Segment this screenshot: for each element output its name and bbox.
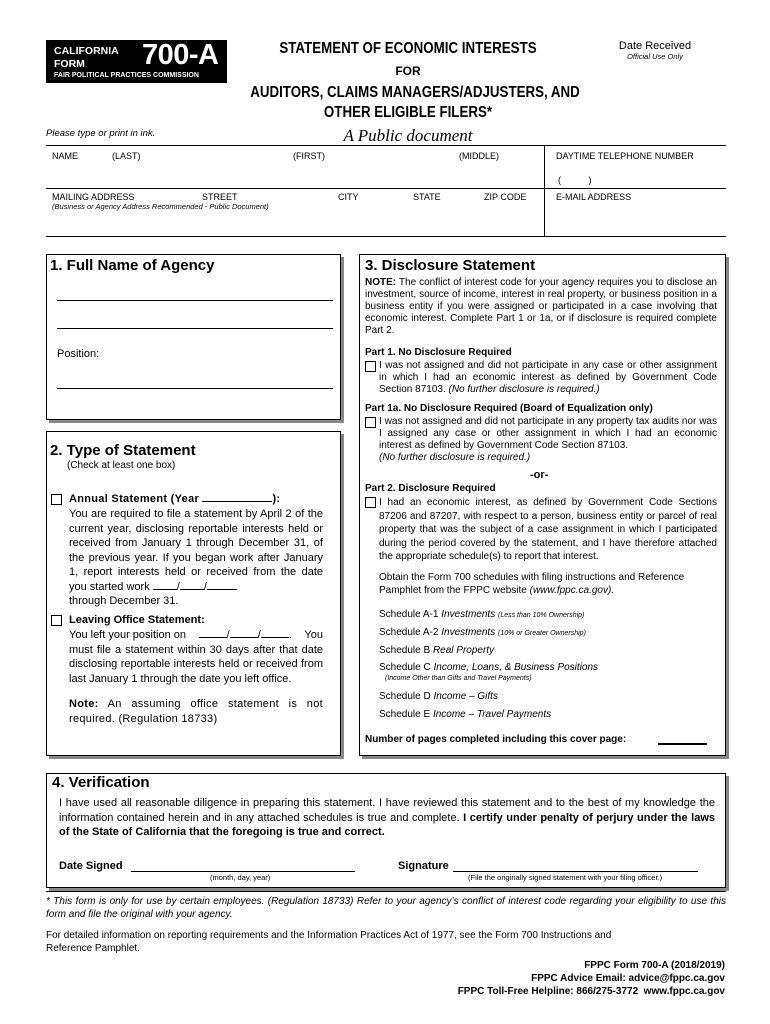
schedule-c-name: Income, Loans, & Business Positions	[433, 662, 599, 673]
part1a-checkbox[interactable]	[365, 417, 376, 428]
california-label: CALIFORNIA	[54, 45, 119, 57]
commission-label: FAIR POLITICAL PRACTICES COMMISSION	[54, 72, 199, 79]
left-year-field[interactable]	[261, 629, 289, 638]
part2-title: Part 2. Disclosure Required	[365, 483, 496, 494]
part1-title: Part 1. No Disclosure Required	[365, 347, 512, 358]
schedule-e-name: Income – Travel Payments	[432, 709, 552, 720]
start-month-field[interactable]	[153, 581, 177, 590]
form-word-label: FORM	[54, 58, 85, 70]
date-received-label: Date Received	[618, 40, 692, 52]
section1-box	[46, 254, 341, 420]
schedule-e-code: Schedule E	[379, 709, 431, 720]
date-signed-label: Date Signed	[59, 860, 123, 872]
advice-email: FPPC Advice Email: advice@fppc.ca.gov	[531, 973, 725, 984]
start-year-field[interactable]	[207, 581, 237, 590]
part1-note: (No further disclosure is required.)	[448, 384, 600, 395]
annual-statement-text: You are required to file a statement by April 2 of the current year, disclosing reportable interests held or received from January 1 through December 31, of the previous year. If you began work after January 1, report interests held or received from the date you started work / / through December 31.	[69, 508, 323, 607]
title-line2: AUDITORS, CLAIMS MANAGERS/ADJUSTERS, AND	[250, 84, 580, 101]
city-label: CITY	[338, 192, 359, 202]
schedule-b-name: Real Property	[432, 645, 495, 656]
start-day-field[interactable]	[180, 581, 204, 590]
annual-statement-label-end: ):	[272, 493, 281, 505]
schedule-a1-name: Investments	[441, 609, 496, 620]
leaving-text-start: You left your position on	[69, 629, 187, 641]
date-signed-field[interactable]	[131, 871, 355, 872]
schedule-b-code: Schedule B	[379, 645, 431, 656]
email-label: E-MAIL ADDRESS	[556, 192, 632, 202]
schedule-d-name: Income – Gifts	[433, 691, 498, 702]
info-text: For detailed information on reporting requirements and the Information Practices Act of 1977, see the Form 700 Instructions and Reference Pamphlet.	[46, 930, 612, 954]
part1-text	[379, 360, 717, 396]
schedule-a2-code: Schedule A-2	[379, 627, 439, 638]
pages-completed-field[interactable]	[658, 743, 707, 745]
footnote: * This form is only for use by certain employees. (Regulation 18733) Refer to your agency’s conflict of interest code regarding your eligibility to use this form and file the original with your agency.	[46, 896, 726, 920]
part1a-text	[379, 416, 717, 464]
section3-note-text: The conflict of interest code for your agency requires you to disclose an investment, source of income, interest in real property, or business position in a business entity if you were assigned or participated in a case involving that economic interest. Complete Part 1 or 1a, or if disclosure is required complete Part 2.	[365, 277, 717, 336]
section3-title: 3. Disclosure Statement	[365, 257, 536, 274]
left-day-field[interactable]	[230, 629, 258, 638]
leaving-date-fields: / / .	[199, 628, 292, 643]
name-label: NAME	[52, 151, 79, 161]
schedule-a2-note: (10% or Greater Ownership)	[497, 630, 586, 637]
please-type-label: Please type or print in ink.	[46, 128, 156, 139]
public-document-label: A Public document	[343, 126, 473, 145]
perjury-statement: I certify under penalty of perjury under the laws of the State of California that the foregoing is true and correct.	[59, 811, 715, 838]
last-name-label: (LAST)	[112, 151, 141, 161]
title-line1: STATEMENT OF ECONOMIC INTERESTS	[279, 40, 537, 57]
position-line[interactable]	[57, 388, 333, 389]
section4-box	[46, 773, 726, 888]
section3-box	[359, 254, 726, 756]
leaving-date-row	[69, 628, 323, 643]
obtain-body: Obtain the Form 700 schedules with filing instructions and Reference Pamphlet from the FPPC website	[379, 572, 685, 596]
first-name-label: (FIRST)	[293, 151, 325, 161]
leaving-office-label: Leaving Office Statement:	[69, 614, 205, 626]
schedule-c	[379, 662, 598, 673]
helpline: FPPC Toll-Free Helpline: 866/275-3772 www.fppc.ca.gov	[457, 986, 725, 997]
part1a-title: Part 1a. No Disclosure Required (Board of Equalization only)	[365, 403, 653, 414]
section2-title: 2. Type of Statement	[50, 442, 196, 459]
part1-body: I was not assigned and did not participate in any case or other assignment in which I had an economic interest as defined by Government Code Section 87103.	[379, 360, 717, 395]
annual-statement-label-text: Annual Statement (Year	[69, 493, 200, 505]
form-number: 700-A	[142, 39, 219, 71]
part2-text: I had an economic interest, as defined by Government Code Sections 87206 and 87207, with respect to a person, business entity or parcel of real property that was the subject of a case assignment in which I participated during the period covered by the statement, and I have therefore attached the appropriate schedule(s) to report that interest.	[379, 497, 717, 562]
schedule-a1-code: Schedule A-1	[379, 609, 439, 620]
schedule-e	[379, 709, 551, 720]
title-line3: OTHER ELIGIBLE FILERS*	[323, 104, 493, 121]
name-address-divider	[46, 188, 726, 189]
address-note: (Business or Agency Address Recommended - Public Document)	[52, 202, 269, 211]
schedule-c-note: (Income Other than Gifts and Travel Payments)	[385, 675, 532, 682]
part1a-body: I was not assigned and did not participate in any property tax audits nor was I assigned any case or other assignment in which I had an economic interest as defined by Government Code Section 87103.	[379, 416, 717, 451]
state-label: STATE	[413, 192, 441, 202]
section3-note	[365, 277, 717, 337]
phone-area-code: ( )	[558, 175, 592, 185]
section2-box	[46, 431, 341, 756]
date-signed-hint: (month, day, year)	[210, 873, 271, 882]
note-text: An assuming office statement is not required. (Regulation 18733)	[69, 698, 323, 725]
schedule-d	[379, 691, 498, 702]
part1-checkbox[interactable]	[365, 361, 376, 372]
signature-hint: (File the originally signed statement with your filing officer.)	[468, 873, 663, 882]
schedule-a1	[379, 609, 584, 620]
form-id: FPPC Form 700-A (2018/2019)	[584, 960, 725, 971]
phone-divider	[544, 146, 545, 237]
annual-text-end: through December 31.	[69, 595, 179, 607]
schedule-d-code: Schedule D	[379, 691, 431, 702]
part2-checkbox[interactable]	[365, 497, 376, 508]
agency-name-line-1[interactable]	[57, 300, 333, 301]
annual-text-body: You are required to file a statement by April 2 of the current year, disclosing reportable interests held or received from January 1 through December 31, of the previous year. If you began work after January 1, report interests held or received from the date you started work	[69, 508, 323, 593]
schedule-a1-note: (Less than 10% Ownership)	[497, 612, 585, 619]
name-address-block	[46, 145, 726, 237]
section3-note-label: NOTE:	[365, 277, 397, 288]
official-use-label: Official Use Only	[627, 52, 683, 61]
schedule-a2-name: Investments	[441, 627, 496, 638]
section2-note	[69, 697, 323, 726]
middle-name-label: (MIDDLE)	[459, 151, 499, 161]
schedule-b	[379, 645, 494, 656]
agency-name-line-2[interactable]	[57, 328, 333, 329]
left-month-field[interactable]	[199, 629, 227, 638]
phone-label: DAYTIME TELEPHONE NUMBER	[556, 151, 694, 161]
verification-text	[59, 796, 715, 840]
pages-completed-label: Number of pages completed including this cover page:	[365, 734, 627, 745]
verification-body: I have used all reasonable diligence in preparing this statement. I have reviewed this statement and to the best of my knowledge the information contained herein and in any attached schedules is true and complete.	[59, 797, 715, 824]
leaving-text-body: must file a statement within 30 days after that date disclosing reportable interests held or received from last January 1 through the date you left office.	[69, 643, 323, 685]
zip-label: ZIP CODE	[484, 192, 527, 202]
position-label: Position:	[57, 348, 100, 360]
section4-title: 4. Verification	[52, 774, 150, 791]
annual-statement-checkbox[interactable]	[51, 494, 62, 505]
schedule-c-code: Schedule C	[379, 662, 431, 673]
form-badge	[46, 40, 227, 83]
leaving-text-you: You	[304, 629, 323, 641]
obtain-text	[379, 571, 717, 597]
leaving-office-text	[69, 628, 323, 686]
part1a-note: (No further disclosure is required.)	[379, 452, 531, 463]
title-for: FOR	[395, 64, 421, 78]
leaving-office-checkbox[interactable]	[51, 615, 62, 626]
fppc-website-link[interactable]: (www.fppc.ca.gov).	[529, 585, 615, 596]
section1-title: 1. Full Name of Agency	[50, 257, 215, 274]
signature-label: Signature	[398, 860, 449, 872]
annual-year-field[interactable]	[202, 493, 272, 502]
section2-subtitle: (Check at least one box)	[67, 460, 176, 471]
signature-field[interactable]	[453, 871, 698, 872]
note-label: Note:	[69, 698, 99, 710]
or-divider-text: -or-	[530, 469, 549, 481]
mailing-address-label: MAILING ADDRESS	[52, 192, 135, 202]
schedule-a2	[379, 627, 586, 638]
annual-statement-label	[69, 493, 339, 505]
street-label: STREET	[202, 192, 238, 202]
footer-divider	[46, 891, 726, 892]
